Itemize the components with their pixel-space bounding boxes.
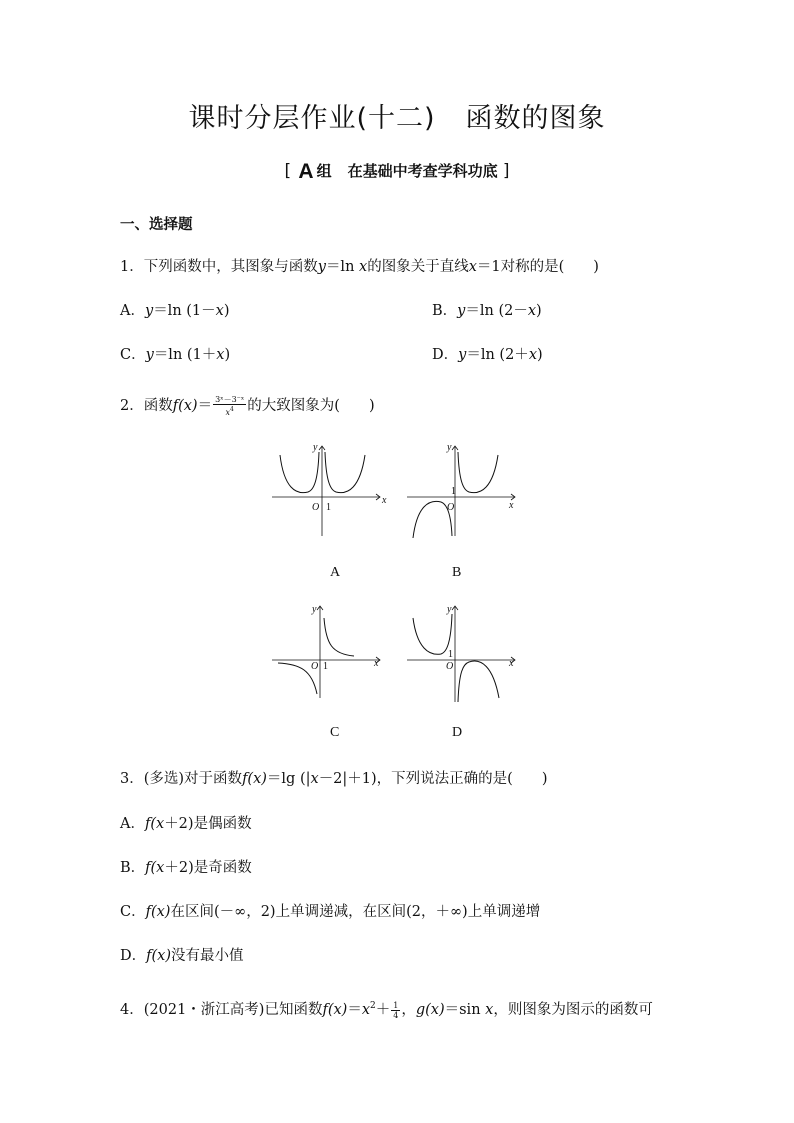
page-title [0, 96, 794, 135]
q4-fraction [391, 1001, 400, 1020]
option-label: D． [432, 347, 459, 363]
option-rest: ＋2)是偶函数 [164, 816, 252, 832]
q2-text-b: 的大致图象为( ) [247, 398, 375, 414]
y-label: y [447, 442, 452, 453]
q2-frac-den-base: x [225, 408, 231, 417]
question-4 [120, 996, 653, 1020]
origin-label: O [446, 661, 454, 672]
question-1 [120, 257, 599, 277]
option-expr: ＝ln (1－ [153, 303, 216, 319]
q1-option-b[interactable] [432, 301, 542, 321]
option-x: x [216, 347, 225, 363]
q4-x: x [361, 1002, 370, 1018]
option-x: x [527, 303, 537, 319]
x-label: x [509, 500, 514, 511]
q1-line-var: x [468, 259, 477, 275]
curve-right [458, 452, 498, 493]
banner-open-bracket: [ [284, 161, 292, 181]
q4-text-b: ，则图象为图示的函数可 [493, 1002, 653, 1018]
q1-option-d[interactable] [432, 345, 543, 365]
q4-sep: ， [401, 1002, 416, 1018]
q1-text-b: 的图象关于直线 [367, 259, 469, 275]
q4-gexpr: ＝sin [444, 1002, 486, 1018]
graph-d[interactable] [405, 600, 525, 705]
q2-number: 2． [120, 398, 144, 414]
one-label: 1 [323, 661, 328, 672]
one-label: 1 [326, 502, 331, 513]
option-close: ) [537, 347, 543, 363]
graph-d-label: D [452, 725, 463, 740]
origin-label: O [311, 661, 319, 672]
banner-close-bracket: ] [502, 161, 510, 181]
q3-var: x [310, 771, 319, 787]
origin-label: O [312, 502, 320, 513]
q3-expr-a: ＝lg (| [266, 771, 311, 787]
graph-c-label: C [330, 725, 340, 740]
group-word: 组 [316, 162, 332, 180]
q1-number: 1． [120, 259, 144, 275]
option-y: y [144, 303, 154, 319]
question-2 [120, 395, 375, 417]
option-y: y [457, 303, 466, 319]
x-label: x [374, 658, 379, 669]
y-label: y [312, 604, 317, 615]
q3-option-b[interactable] [120, 858, 252, 878]
section-heading: 一、选择题 [120, 217, 193, 233]
option-label: B． [120, 860, 146, 876]
graph-a[interactable] [270, 440, 390, 540]
banner-text: 在基础中考查学科功底 [347, 162, 498, 180]
q4-gvar: x [485, 1002, 494, 1018]
group-letter: A [298, 160, 314, 183]
option-y: y [458, 347, 467, 363]
q4-eq: ＝ [347, 1002, 362, 1018]
option-close: ) [224, 347, 231, 363]
group-banner [0, 160, 794, 184]
q1-eq-rhs: ＝ln [325, 259, 355, 275]
option-rest: 在区间(－∞，2)上单调递减，在区间(2，＋∞)上单调递增 [170, 904, 541, 920]
option-label: A． [120, 303, 145, 319]
option-f: f(x [144, 816, 165, 832]
q3-prefix: (多选)对于函数 [143, 771, 243, 787]
origin-label: O [447, 502, 455, 513]
q1-text-a: 下列函数中，其图象与函数 [143, 259, 318, 275]
q3-option-c[interactable] [120, 902, 540, 922]
q4-gx: g(x) [415, 1002, 445, 1018]
option-x: x [528, 347, 537, 363]
curve-right [458, 661, 499, 702]
q4-fx: f(x) [322, 1002, 348, 1018]
curve-left [280, 452, 319, 493]
q3-option-a[interactable] [120, 814, 252, 834]
option-close: ) [536, 303, 542, 319]
option-label: B． [432, 303, 458, 319]
option-label: C． [120, 904, 146, 920]
graph-b[interactable] [405, 440, 525, 540]
q1-text-c: 对称的是( ) [500, 259, 599, 275]
option-f: f(x) [146, 948, 171, 964]
option-rest: ＋2)是奇函数 [164, 860, 252, 876]
option-y: y [145, 347, 154, 363]
question-3 [120, 769, 548, 789]
q1-option-c[interactable] [120, 345, 230, 365]
option-label: C． [120, 347, 146, 363]
one-label: 1 [448, 649, 453, 660]
q1-line-val: ＝1 [476, 259, 501, 275]
graph-b-label: B [452, 565, 462, 580]
option-rest: 没有最小值 [171, 948, 244, 964]
q2-eq: ＝ [197, 398, 213, 414]
q2-fraction [213, 395, 246, 417]
option-expr: ＝ln (1＋ [153, 347, 217, 363]
option-x: x [215, 303, 224, 319]
curve-right [325, 452, 365, 493]
q2-text-a: 函数 [143, 398, 173, 414]
q4-frac-num: 1 [393, 1000, 399, 1010]
option-f: f(x [145, 860, 165, 876]
option-expr: ＝ln (2－ [465, 303, 528, 319]
q4-frac-den: 4 [393, 1010, 399, 1020]
q1-eq-lhs: y [317, 259, 326, 275]
curve-left [413, 614, 452, 654]
q4-text-a: 已知函数 [264, 1002, 323, 1018]
y-label: y [313, 442, 318, 453]
q2-frac-den-exp: 4 [230, 406, 234, 413]
q3-option-d[interactable] [120, 946, 244, 966]
curve-right [324, 618, 354, 656]
x-label: x [382, 495, 387, 506]
option-expr: ＝ln (2＋ [466, 347, 529, 363]
q2-fx: f(x) [172, 398, 198, 414]
option-close: ) [223, 303, 230, 319]
title-topic: 函数的图象 [465, 103, 606, 134]
q4-source: (2021・浙江高考) [143, 1002, 265, 1018]
x-label: x [509, 658, 514, 669]
option-label: D． [120, 948, 147, 964]
q4-plus: ＋ [375, 1002, 391, 1018]
q3-number: 3． [120, 771, 144, 787]
option-label: A． [120, 816, 145, 832]
title-main: 课时分层作业(十二) [188, 103, 436, 134]
y-label: y [447, 604, 452, 615]
q4-exp: 2 [370, 1001, 376, 1011]
option-f: f(x) [145, 904, 171, 920]
q2-frac-num: 3ˣ－3⁻ˣ [215, 395, 245, 404]
graph-c[interactable] [270, 600, 390, 700]
q1-option-a[interactable] [120, 301, 230, 321]
one-label: 1 [451, 486, 456, 497]
q3-fx: f(x) [242, 771, 267, 787]
q1-var: x [359, 259, 368, 275]
q4-number: 4． [120, 1002, 144, 1018]
graph-a-label: A [330, 565, 341, 580]
q3-expr-b: －2|＋1)，下列说法正确的是( ) [318, 771, 548, 787]
